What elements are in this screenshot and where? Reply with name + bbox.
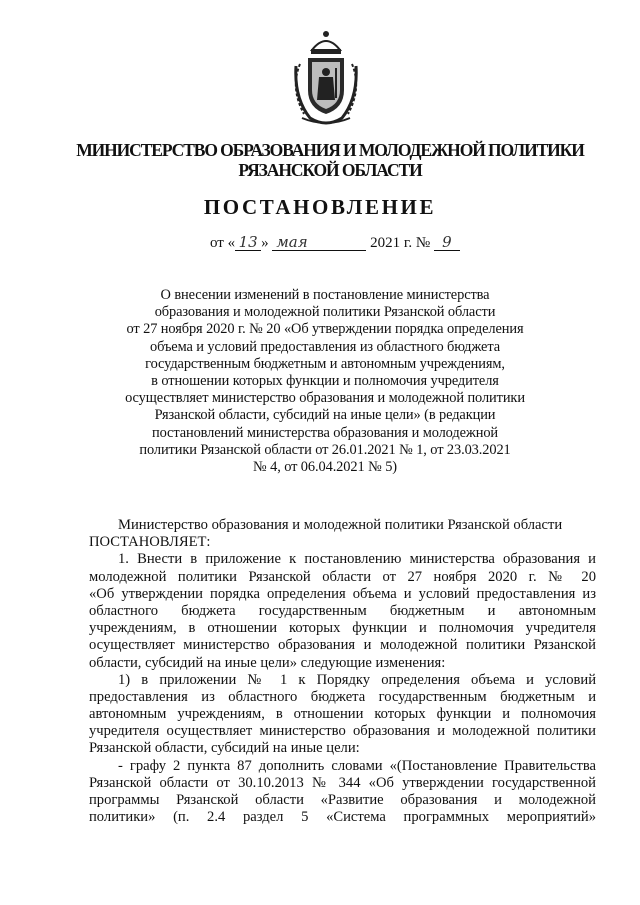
subject-line: политики Рязанской области от 26.01.2021 № 1, от 23.03.2021 [139,441,511,458]
body-line: области, субсидий на иные цели» следующие изменения: [89,654,446,671]
subject-line: Рязанской области, субсидий на иные цели» (в редакции [154,407,496,424]
date-mid: » [261,235,269,251]
body-line: областного бюджета государственным бюджетным и автономным [89,602,596,619]
date-month-handwritten: мая [272,234,366,251]
body-line: учреждениям, в отношении которых функции и полномочия учредителя [89,620,596,637]
subject-line: постановлений министерства образования и молодежной [151,424,499,441]
ministry-name-line2: РЯЗАНСКОЙ ОБЛАСТИ [238,160,422,180]
body-line: осуществляет министерство образования и молодежной политики Рязанской [89,637,596,654]
body-line: Рязанской области от 30.10.2013 № 344 «Об утверждении государственной [89,774,596,791]
body-line: программы Рязанской области «Развитие образования и молодежной [89,792,596,808]
subject-line: № 4, от 06.04.2021 № 5) [253,459,397,476]
subject-line: государственным бюджетным и автономным учреждениям, [145,355,505,372]
body-line: Рязанской области, субсидий на иные цели: [89,740,360,757]
subject-line: в отношении которых функции и полномочия учредителя [151,373,499,390]
document-subject [100,287,550,476]
body-line: автономным учреждениям, в отношении которых функции и полномочия [89,706,596,723]
body-line: молодежной политики Рязанской области от 27 ноября 2020 г. № 20 [89,568,596,585]
body-line: учредителя осуществляет министерство образования и молодежной политики [89,723,596,740]
subject-line: осуществляет министерство образования и молодежной политики [125,390,525,407]
document-date-line [210,234,460,252]
date-prefix: от « [210,235,236,251]
subject-line: объема и условий предоставления из областного бюджета [149,338,500,355]
body-line: - графу 2 пункта 87 дополнить словами «(Постановление Правительства [118,757,596,774]
body-line: ПОСТАНОВЛЯЕТ: [89,534,211,551]
date-year-number-label: 2021 г. № [370,235,431,251]
body-line: 1. Внести в приложение к постановлению министерства образования и [118,551,596,568]
body-line: предоставления из областного бюджета государственным бюджетным и [89,688,596,705]
ministry-name-line1: МИНИСТЕРСТВО ОБРАЗОВАНИЯ И МОЛОДЕЖНОЙ ПОЛИТИКИ [76,140,584,160]
date-day-handwritten: 13 [235,234,261,251]
body-line: Министерство образования и молодежной политики Рязанской области [118,517,563,533]
subject-line: образования и молодежной политики Рязанской области [154,304,496,321]
body-line: 1) в приложении № 1 к Порядку определения объема и условий [118,671,596,688]
document-body [89,517,596,826]
document-type-title: ПОСТАНОВЛЕНИЕ [203,195,437,219]
body-line: «Об утверждении порядка определения объема и условий предоставления из [89,585,596,602]
subject-line: от 27 ноября 2020 г. № 20 «Об утверждении порядка определения [126,321,524,338]
coat-of-arms-icon [286,28,366,128]
subject-line: О внесении изменений в постановление министерства [160,287,490,303]
document-number-handwritten: 9 [434,234,460,251]
body-line: политики» (п. 2.4 раздел 5 «Система программных мероприятий» [89,809,596,826]
